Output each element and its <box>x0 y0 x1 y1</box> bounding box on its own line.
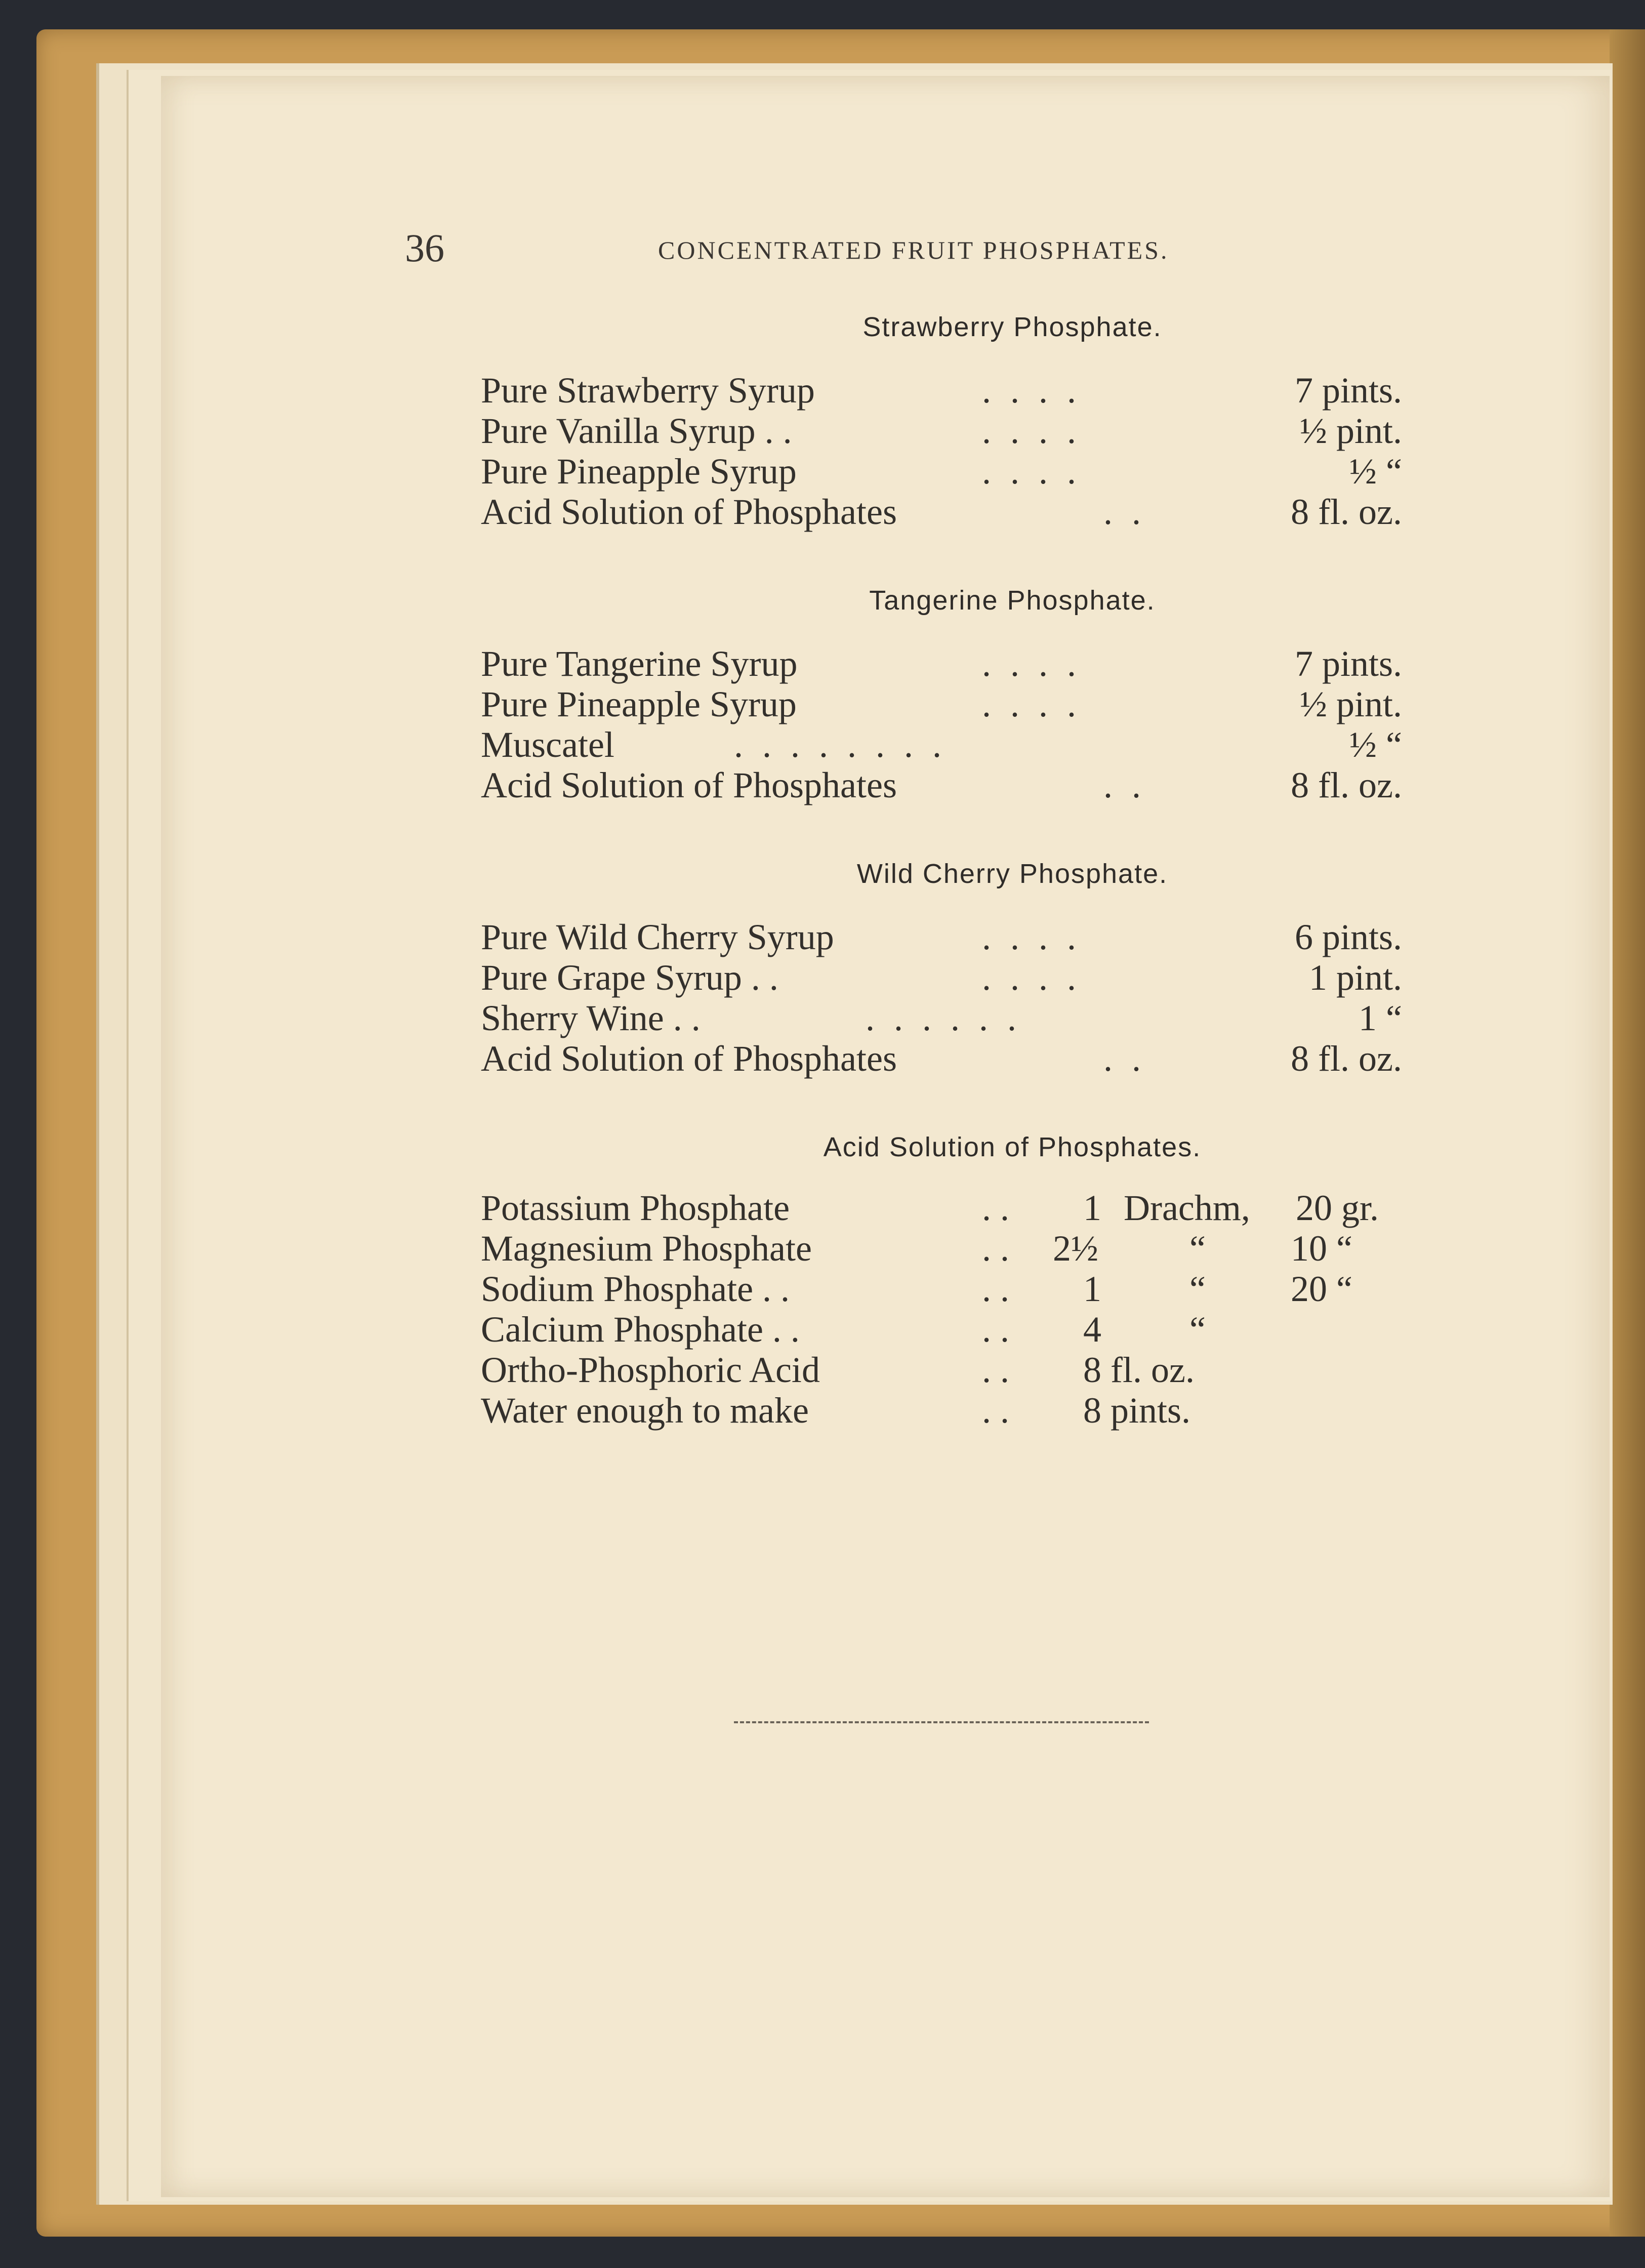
leader-dots: . . . . <box>982 643 1081 684</box>
ingredient-quantity: 6 pints. <box>1294 917 1402 957</box>
quantity-b: Drachm, <box>1124 1188 1250 1228</box>
leader-dots: . . . . . . <box>866 998 1021 1038</box>
ingredient-name: Acid Solution of Phosphates <box>481 1038 897 1079</box>
recipe-row <box>481 410 1402 451</box>
running-head: CONCENTRATED FRUIT PHOSPHATES. <box>658 236 1169 264</box>
ingredient-quantity: 1 pint. <box>1308 957 1402 998</box>
recipe-row <box>481 764 1402 805</box>
recipe-row <box>481 1038 1402 1078</box>
ingredient-quantity: 7 pints. <box>1294 370 1402 411</box>
ingredient-quantity: 8 fl. oz. <box>1291 492 1402 532</box>
quantity-a: 8 fl. oz. <box>1083 1350 1195 1390</box>
quantity-a: 1 <box>1083 1188 1101 1228</box>
leader-dots: . . . . <box>982 917 1081 957</box>
ingredient-name: Acid Solution of Phosphates <box>481 765 897 805</box>
leader-dots: . . <box>982 1228 1009 1269</box>
section-title-tangerine: Tangerine Phosphate. <box>869 585 1156 616</box>
section-title-acid-solution: Acid Solution of Phosphates. <box>823 1132 1202 1162</box>
leader-dots: . . . . <box>982 684 1081 724</box>
leader-dots: . . <box>982 1390 1009 1431</box>
ingredient-name: Acid Solution of Phosphates <box>481 492 897 532</box>
section-title-wild-cherry: Wild Cherry Phosphate. <box>856 859 1168 889</box>
ingredient-name: Pure Tangerine Syrup <box>481 643 798 684</box>
quantity-c: 20 gr. <box>1296 1188 1379 1228</box>
leader-dots: . . <box>1103 765 1146 805</box>
ingredient-name: Muscatel <box>481 724 614 765</box>
ingredient-name: Pure Pineapple Syrup <box>481 684 797 724</box>
ingredient-name: Pure Strawberry Syrup <box>481 370 815 411</box>
ingredient-name: Pure Grape Syrup . . <box>481 957 778 998</box>
quantity-a: 2½ <box>1053 1228 1098 1269</box>
recipe-row <box>481 643 1402 683</box>
ingredient-name: Pure Vanilla Syrup . . <box>481 411 792 451</box>
ingredient-quantity: ½ “ <box>1349 451 1402 492</box>
recipe-row <box>481 916 1402 957</box>
ingredient-quantity: 1 “ <box>1359 998 1402 1038</box>
leader-dots: . . <box>982 1269 1009 1309</box>
ingredient-name: Pure Wild Cherry Syrup <box>481 917 834 957</box>
recipe-row <box>481 370 1402 410</box>
leader-dots: . . <box>1103 492 1146 532</box>
recipe-row <box>481 724 1402 764</box>
quantity-b: “ <box>1189 1309 1206 1350</box>
leader-dots: . . <box>982 1188 1009 1228</box>
ingredient-quantity: ½ pint. <box>1299 684 1402 724</box>
leader-dots: . . . . <box>982 411 1081 451</box>
quantity-b: “ <box>1189 1269 1206 1309</box>
ingredient-name: Calcium Phosphate . . <box>481 1309 800 1350</box>
recipe-row <box>481 683 1402 724</box>
leader-dots: . . . . . . . . <box>734 724 947 765</box>
leader-dots: . . <box>982 1309 1009 1350</box>
leader-dots: . . . . <box>982 451 1081 492</box>
ingredient-name: Water enough to make <box>481 1390 809 1431</box>
ingredient-name: Sherry Wine . . <box>481 998 701 1038</box>
quantity-b: “ <box>1189 1228 1206 1269</box>
ingredient-name: Ortho-Phosphoric Acid <box>481 1350 820 1390</box>
recipe-row <box>481 957 1402 997</box>
recipe-row <box>481 491 1402 532</box>
ingredient-quantity: 8 fl. oz. <box>1291 765 1402 805</box>
ingredient-name: Magnesium Phosphate <box>481 1228 812 1269</box>
ingredient-name: Potassium Phosphate <box>481 1188 790 1228</box>
quantity-c: 20 “ <box>1291 1269 1352 1309</box>
page-number: 36 <box>405 226 444 270</box>
quantity-a: 8 pints. <box>1083 1390 1191 1431</box>
leader-dots: . . . . <box>982 370 1081 411</box>
leader-dots: . . . . <box>982 957 1081 998</box>
ornamental-rule <box>734 1721 1149 1723</box>
leader-dots: . . <box>1103 1038 1146 1079</box>
ingredient-quantity: 8 fl. oz. <box>1291 1038 1402 1079</box>
ingredient-quantity: ½ pint. <box>1299 411 1402 451</box>
section-title-strawberry: Strawberry Phosphate. <box>862 312 1162 342</box>
quantity-a: 4 <box>1083 1309 1101 1350</box>
quantity-c: 10 “ <box>1291 1228 1352 1269</box>
ingredient-name: Sodium Phosphate . . <box>481 1269 790 1309</box>
book-binding <box>1610 29 1645 2237</box>
ingredient-quantity: 7 pints. <box>1294 643 1402 684</box>
ingredient-name: Pure Pineapple Syrup <box>481 451 797 492</box>
leader-dots: . . <box>982 1350 1009 1390</box>
ingredient-quantity: ½ “ <box>1349 724 1402 765</box>
quantity-a: 1 <box>1083 1269 1101 1309</box>
recipe-row <box>481 997 1402 1038</box>
recipe-row <box>481 451 1402 491</box>
